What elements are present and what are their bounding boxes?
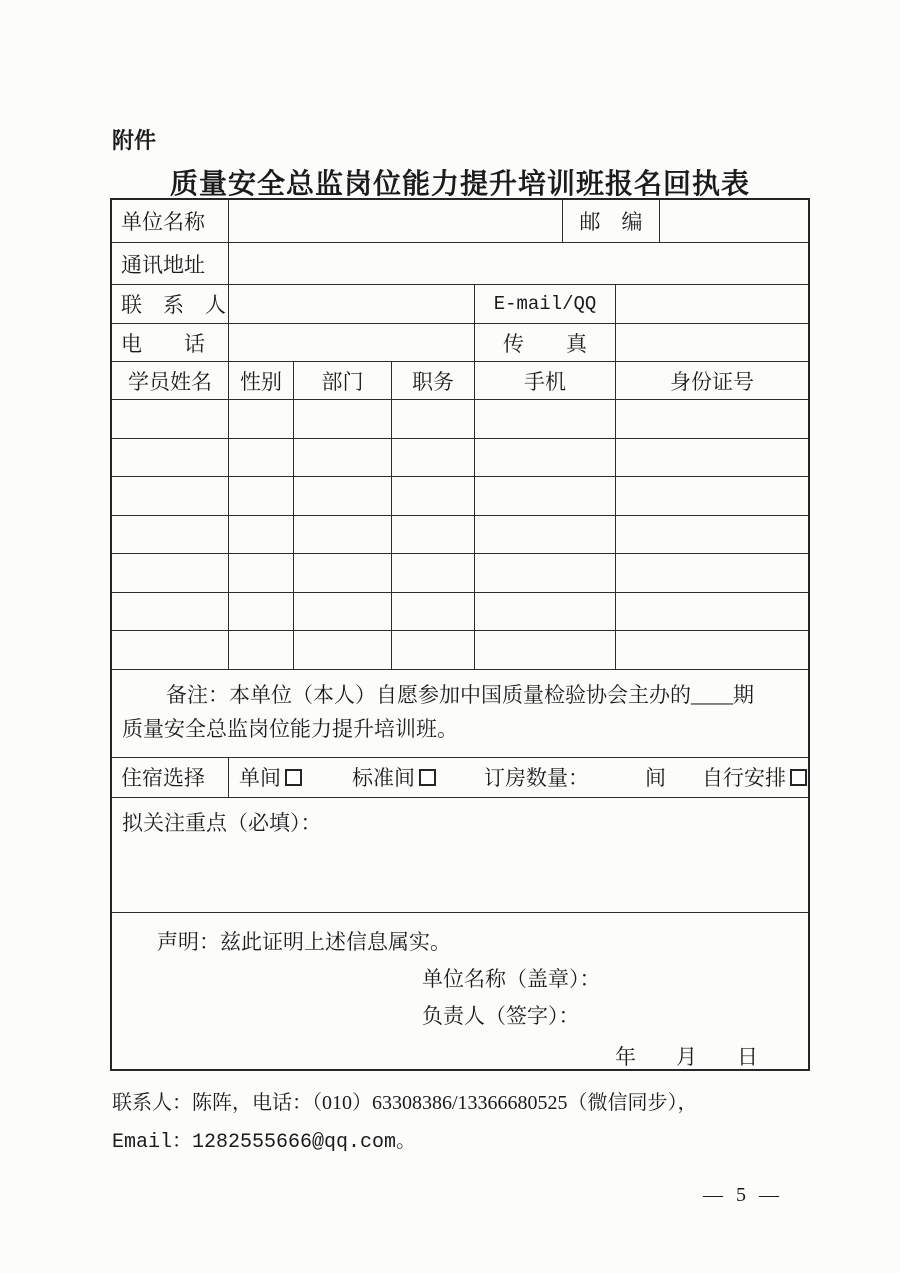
roster-cell-name[interactable] (112, 477, 229, 515)
footer-contact-line: 联系人：陈阵，电话：（010）63308386/13366680525（微信同步）， (112, 1092, 698, 1114)
postal-code-label: 邮 编 (563, 200, 660, 242)
roster-cell-department[interactable] (294, 439, 392, 477)
roster-cell-name[interactable] (112, 516, 229, 554)
roster-cell-name[interactable] (112, 631, 229, 669)
email-qq-input[interactable] (616, 285, 808, 323)
day-label: 日 (737, 1044, 758, 1069)
roster-cell-position[interactable] (392, 439, 475, 477)
postal-code-input[interactable] (660, 200, 808, 242)
table-row (112, 324, 808, 362)
self-arrange-label: 自行安排 (702, 766, 786, 790)
address-label: 通讯地址 (112, 243, 229, 284)
roster-row (112, 631, 808, 670)
roster-cell-mobile[interactable] (475, 631, 616, 669)
phone-input[interactable] (229, 324, 475, 361)
roster-cell-name[interactable] (112, 439, 229, 477)
email-qq-label: E-mail/QQ (475, 285, 616, 323)
roster-cell-gender[interactable] (229, 554, 294, 592)
remark-row (112, 670, 808, 758)
contact-person-input[interactable] (229, 285, 475, 323)
roster-cell-gender[interactable] (229, 631, 294, 669)
roster-cell-department[interactable] (294, 593, 392, 631)
roster-cell-mobile[interactable] (475, 554, 616, 592)
booking-qty-label: 订房数量： (484, 766, 589, 790)
roster-cell-gender[interactable] (229, 439, 294, 477)
roster-cell-gender[interactable] (229, 477, 294, 515)
declaration-row (112, 913, 808, 1073)
accommodation-options (229, 758, 808, 797)
single-room-label: 单间 (239, 766, 281, 790)
roster-header-department: 部门 (294, 362, 392, 399)
roster-header-gender: 性别 (229, 362, 294, 399)
roster-row (112, 593, 808, 632)
declaration-statement: 声明：兹此证明上述信息属实。 (157, 929, 451, 954)
roster-cell-department[interactable] (294, 554, 392, 592)
single-room-checkbox[interactable] (285, 769, 302, 786)
fax-input[interactable] (616, 324, 808, 361)
roster-cell-id-number[interactable] (616, 400, 808, 438)
roster-cell-name[interactable] (112, 400, 229, 438)
roster-cell-department[interactable] (294, 516, 392, 554)
attachment-label: 附件 (112, 128, 157, 153)
date-line (112, 1043, 808, 1071)
roster-cell-department[interactable] (294, 400, 392, 438)
roster-header-name: 学员姓名 (112, 362, 229, 399)
phone-label: 电 话 (112, 324, 229, 361)
roster-row (112, 439, 808, 478)
remark-line2: 质量安全总监岗位能力提升培训班。 (122, 716, 458, 741)
remark-line1: 备注：本单位（本人）自愿参加中国质量检验协会主办的____期 (166, 682, 754, 707)
accommodation-label: 住宿选择 (112, 758, 229, 797)
qty-unit-label: 间 (645, 766, 666, 790)
month-label: 月 (676, 1044, 697, 1069)
standard-room-checkbox[interactable] (419, 769, 436, 786)
unit-name-label: 单位名称 (112, 200, 229, 242)
roster-row (112, 516, 808, 555)
roster-cell-gender[interactable] (229, 593, 294, 631)
roster-cell-id-number[interactable] (616, 477, 808, 515)
self-arrange-checkbox[interactable] (790, 769, 807, 786)
roster-cell-id-number[interactable] (616, 631, 808, 669)
page-title: 质量安全总监岗位能力提升培训班报名回执表 (169, 168, 750, 199)
roster-cell-id-number[interactable] (616, 554, 808, 592)
roster-cell-position[interactable] (392, 400, 475, 438)
accommodation-row (112, 758, 808, 798)
focus-row[interactable] (112, 798, 808, 913)
roster-cell-gender[interactable] (229, 516, 294, 554)
roster-cell-position[interactable] (392, 516, 475, 554)
fax-label: 传 真 (475, 324, 616, 361)
roster-cell-mobile[interactable] (475, 516, 616, 554)
roster-cell-mobile[interactable] (475, 439, 616, 477)
focus-label: 拟关注重点（必填）： (122, 810, 322, 835)
roster-cell-name[interactable] (112, 554, 229, 592)
signature-label: 负责人（签字）： (422, 1003, 580, 1028)
roster-cell-position[interactable] (392, 631, 475, 669)
roster-header-row (112, 362, 808, 400)
roster-cell-id-number[interactable] (616, 439, 808, 477)
table-row (112, 200, 808, 243)
roster-cell-position[interactable] (392, 593, 475, 631)
unit-name-input[interactable] (229, 200, 563, 242)
registration-table (110, 198, 810, 1071)
roster-header-mobile: 手机 (475, 362, 616, 399)
unit-seal-label: 单位名称（盖章）： (422, 966, 601, 991)
roster-cell-mobile[interactable] (475, 400, 616, 438)
roster-cell-name[interactable] (112, 593, 229, 631)
page-number: — 5 — (703, 1184, 783, 1206)
roster-row (112, 554, 808, 593)
roster-row (112, 477, 808, 516)
table-row (112, 285, 808, 324)
roster-cell-position[interactable] (392, 554, 475, 592)
footer-email-line: Email：1282555666@qq.com。 (112, 1131, 417, 1154)
roster-cell-department[interactable] (294, 477, 392, 515)
roster-header-id-number: 身份证号 (670, 369, 754, 394)
roster-cell-id-number[interactable] (616, 593, 808, 631)
roster-cell-id-number[interactable] (616, 516, 808, 554)
roster-cell-department[interactable] (294, 631, 392, 669)
roster-cell-gender[interactable] (229, 400, 294, 438)
roster-header-position: 职务 (392, 362, 475, 399)
table-row (112, 243, 808, 285)
contact-person-label: 联 系 人 (112, 285, 229, 323)
standard-room-label: 标准间 (352, 766, 415, 790)
roster-cell-position[interactable] (392, 477, 475, 515)
year-label: 年 (615, 1044, 636, 1069)
roster-cell-mobile[interactable] (475, 593, 616, 631)
address-input[interactable] (229, 243, 808, 284)
roster-cell-mobile[interactable] (475, 477, 616, 515)
roster-row (112, 400, 808, 439)
